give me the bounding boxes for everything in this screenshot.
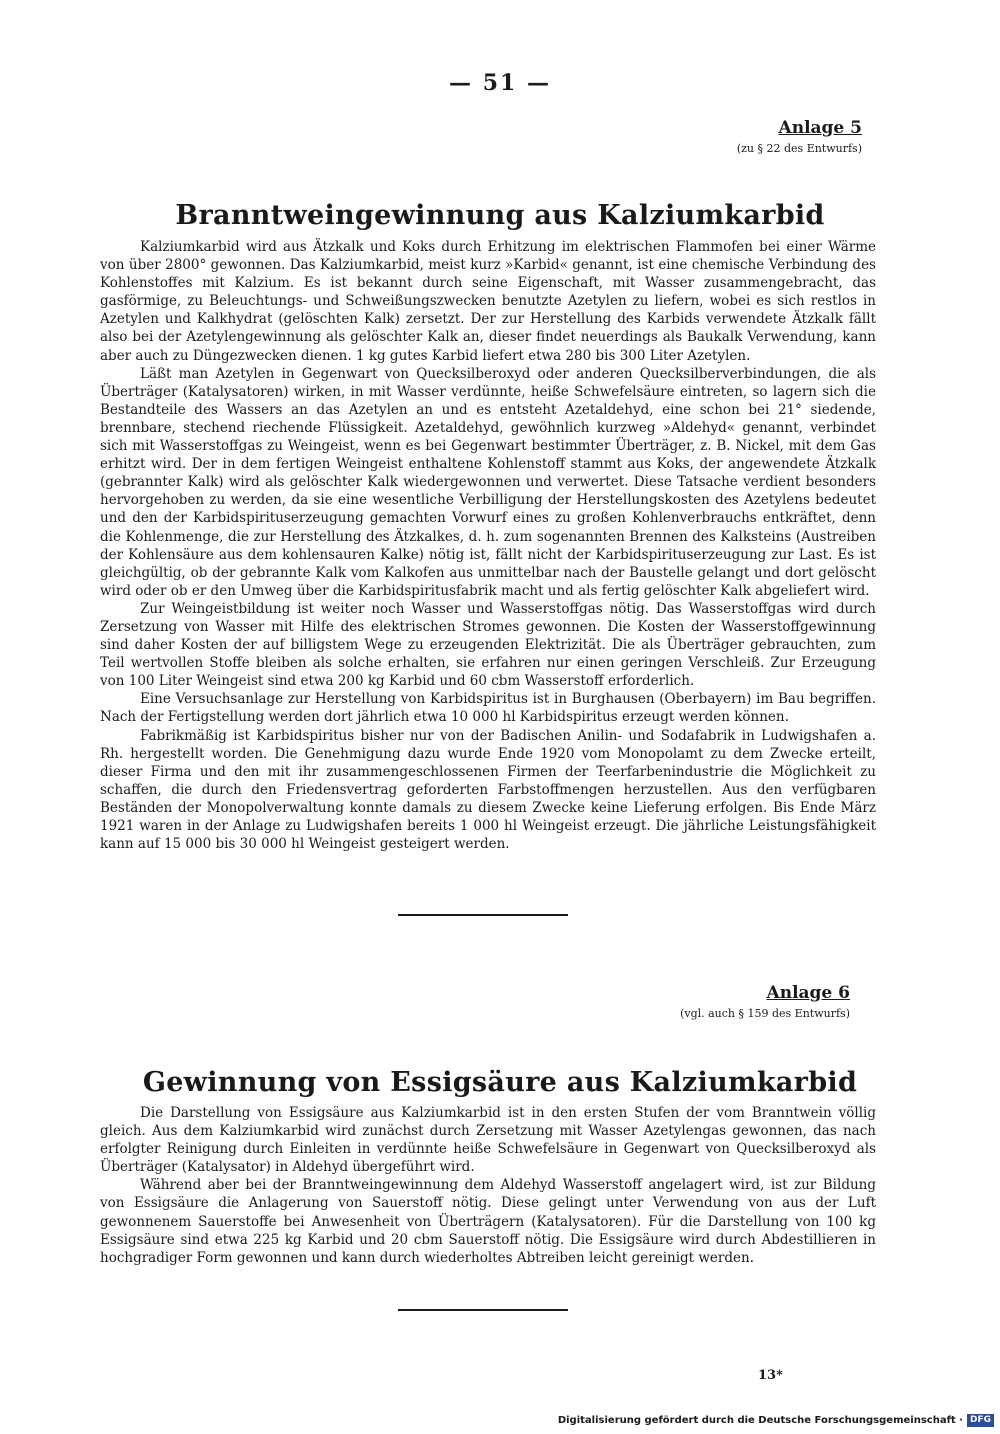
paragraph: Eine Versuchsanlage zur Herstellung von Karbidspiritus ist in Burghausen (Oberbayern) im Bau begriffen. Nach der Fertigstellung werden dort jährlich etwa 10 000 hl Karbidspiritus erzeugt werden können. [100, 691, 876, 726]
anlage-reference: (zu § 22 des Entwurfs) [736, 142, 862, 155]
section-title: Branntweingewinnung aus Kalziumkarbid [175, 200, 825, 231]
sheet-signature-mark: 13* [758, 1368, 783, 1383]
paragraph: Läßt man Azetylen in Gegenwart von Quecksilberoxyd oder anderen Quecksilberverbindungen, die als Überträger (Katalysatoren) wirken, in mit Wasser verdünnte, heiße Schwefelsäure eintreten, so lagern sich die Bestandteile des Wassers an das Azetylen an und es entsteht Azetaldehyd, eine schon bei 21° siedende, brennbare, stechend riechende Flüssigkeit. Azetaldehyd, gewöhnlich kurzweg »Aldehyd« genannt, verbindet sich mit Wasserstoffgas zu Weingeist, wenn es bei Gegenwart bestimmter Überträger, z. B. Nickel, mit dem Gas erhitzt wird. Der in dem fertigen Weingeist enthaltene Kohlenstoff stammt aus Koks, der angewendete Ätzkalk (gebrannter Kalk) wird als gelöschter Kalk wiedergewonnen und verwertet. Diese Tatsache verdient besonders hervorgehoben zu werden, da sie eine wesentliche Verbilligung der Herstellungskosten des Azetylens bedeutet und den der Karbidspirituserzeugung gemachten Vorwurf eines zu großen Kohlenverbrauchs entkräftet, denn die Kohlenmenge, die zur Herstellung des Ätzkalkes, d. h. zum sogenannten Brennen des Kalksteins (Austreiben der Kohlensäure aus dem kohlensauren Kalke) nötig ist, fällt nicht der Karbidspirituserzeugung zur Last. Es ist gleichgültig, ob der gebrannte Kalk vom Kalkofen aus unmittelbar nach der Baustelle gelangt und dort gelöscht wird oder ob er den Umweg über die Karbidspiritusfabrik macht und als fertig gelöschter Kalk abgeliefert wird. [100, 365, 876, 599]
dfg-logo: DFG [967, 1414, 994, 1427]
paragraph: Während aber bei der Branntweingewinnung dem Aldehyd Wasserstoff angelagert wird, ist zur Bildung von Essigsäure die Anlagerung von Sauerstoff nötig. Diese gelingt unter Verwendung von aus der Luft gewonnenem Sauerstoffe bei Anwesenheit von Überträgern (Katalysatoren). Für die Darstellung von 100 kg Essigsäure sind etwa 225 kg Karbid und 20 cbm Sauerstoff nötig. Die Essigsäure wird durch Abdestillieren in hochgradiger Form gewonnen und kann durch wiederholtes Abtreiben leicht gereinigt werden. [100, 1177, 876, 1266]
section-title: Gewinnung von Essigsäure aus Kalziumkarbid [142, 1067, 858, 1098]
section-divider [398, 914, 568, 916]
paragraph: Kalziumkarbid wird aus Ätzkalk und Koks durch Erhitzung im elektrischen Flammofen bei einer Wärme von über 2800° gewonnen. Das Kalziumkarbid, meist kurz »Karbid« genannt, ist eine chemische Verbindung des Kohlenstoffes mit Kalzium. Es ist bekannt durch seine Eigenschaft, mit Wasser zusammengebracht, das gasförmige, zu Beleuchtungs- und Schweißungszwecken benutzte Azetylen zu liefern, wobei es sich restlos in Azetylen und Kalkhydrat (gelöschten Kalk) zersetzt. Der zur Herstellung des Karbids verwendete Ätzkalk fällt also bei der Azetylengewinnung als gelöschter Kalk an, dieser findet neuerdings als Baukalk Verwendung, kann aber auch zu Düngezwecken dienen. 1 kg gutes Karbid liefert etwa 280 bis 300 Liter Azetylen. [100, 239, 876, 364]
anlage-6-header [680, 983, 850, 1020]
anlage-label: Anlage 6 [766, 983, 850, 1003]
section-divider [398, 1309, 568, 1311]
digitization-footer [558, 1414, 994, 1427]
paragraph: Die Darstellung von Essigsäure aus Kalziumkarbid ist in den ersten Stufen der vom Branntwein völlig gleich. Aus dem Kalziumkarbid wird zunächst durch Zersetzung mit Wasser Azetylengas gewonnen, das nach erfolgter Reinigung durch Einleiten in verdünnte heiße Schwefelsäure in Gegenwart von Quecksilberoxyd als Überträger (Katalysator) in Aldehyd übergeführt wird. [100, 1105, 876, 1176]
page-number: — 51 — [449, 70, 551, 96]
paragraph: Zur Weingeistbildung ist weiter noch Wasser und Wasserstoffgas nötig. Das Wasserstoffgas wird durch Zersetzung von Wasser mit Hilfe des elektrischen Stromes gewonnen. Die Kosten der Wasserstoffgewinnung sind daher Kosten der auf billigstem Wege zu erzeugenden Elektrizität. Die als Überträger gebrauchten, zum Teil wertvollen Stoffe bleiben als solche erhalten, sie erfahren nur einen geringen Verschleiß. Zur Erzeugung von 100 Liter Weingeist sind etwa 200 kg Karbid und 60 cbm Wasserstoff erforderlich. [100, 600, 876, 690]
footer-text: Digitalisierung gefördert durch die Deutsche Forschungsgemeinschaft · [557, 1415, 963, 1426]
section-body [100, 1104, 876, 1267]
anlage-5-header [737, 118, 862, 155]
anlage-label: Anlage 5 [778, 118, 862, 138]
paragraph: Fabrikmäßig ist Karbidspiritus bisher nur von der Badischen Anilin- und Sodafabrik in Ludwigshafen a. Rh. hergestellt worden. Die Genehmigung dazu wurde Ende 1920 vom Monopolamt zu dem Zwecke erteilt, dieser Firma und den mit ihr zusammengeschlossenen Firmen der Teerfarbenindustrie die Möglichkeit zu schaffen, die durch den Friedensvertrag geforderten Farbstoffmengen herzustellen. Aus den verfügbaren Beständen der Monopolverwaltung konnte damals zu diesem Zwecke keine Lieferung erfolgen. Bis Ende März 1921 waren in der Anlage zu Ludwigshafen bereits 1 000 hl Weingeist erzeugt. Die jährliche Leistungsfähigkeit kann auf 15 000 bis 30 000 hl Weingeist gesteigert werden. [100, 727, 876, 853]
anlage-reference: (vgl. auch § 159 des Entwurfs) [680, 1007, 850, 1020]
section-body [100, 238, 876, 853]
